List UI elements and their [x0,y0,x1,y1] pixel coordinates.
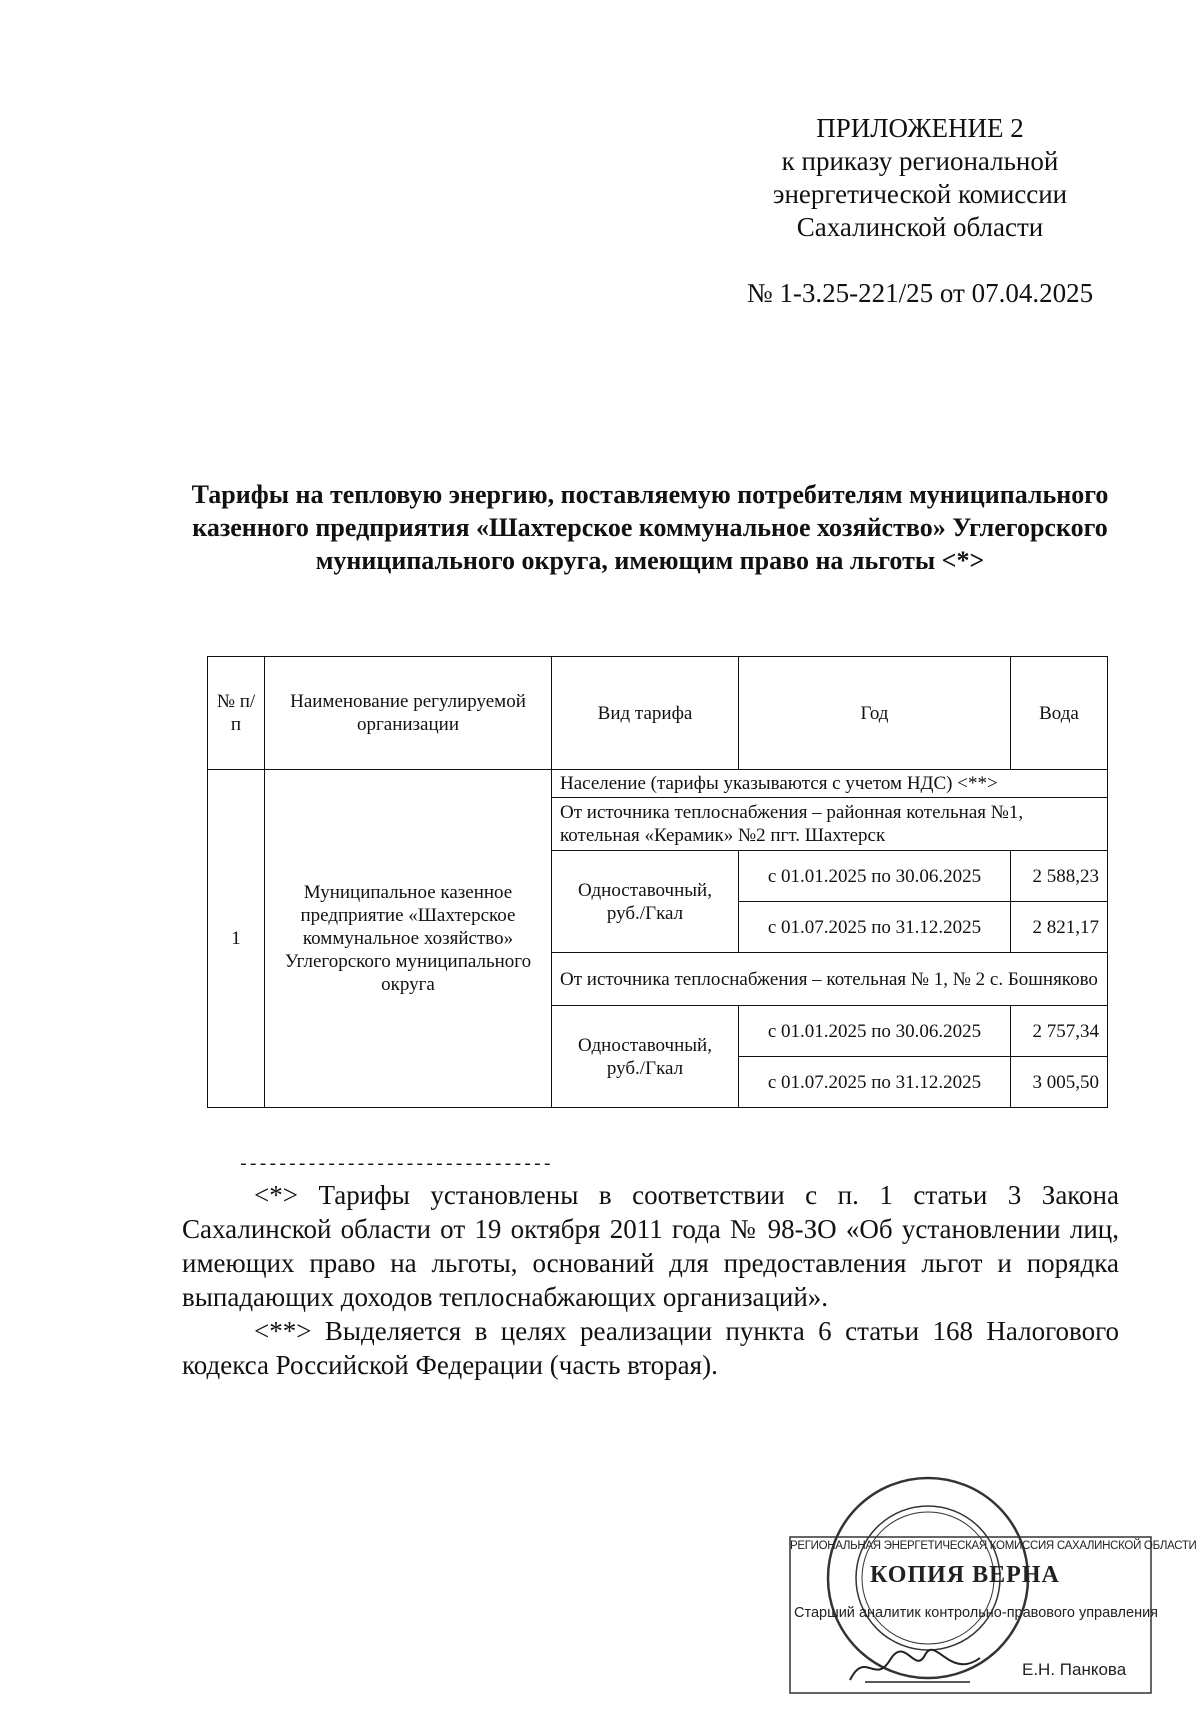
table-row [208,770,1108,798]
row-number: 1 [208,770,265,1108]
appendix-line-3: Сахалинской области [796,212,1044,242]
document-title: Тарифы на тепловую энергию, поставляемую потребителям муниципального казенного предприятия «Шахтерское коммунальное хозяйство» Углегорского муниципального округа, имеющим право на льготы <*> [191,480,1109,575]
tariff-value: 3 005,50 [1011,1057,1108,1108]
tariff-value: 2 757,34 [1011,1006,1108,1057]
stamp-copy-verified: КОПИЯ ВЕРНА [870,1562,1060,1588]
order-number: № 1-3.25-221/25 от 07.04.2025 [746,278,1094,308]
tariff-kind-2: Одноставочный, руб./Гкал [552,1006,739,1108]
stamp-signer-name: Е.Н. Панкова [1022,1660,1127,1679]
footnotes [182,1178,1119,1382]
footnote-2: <**> Выделяется в целях реализации пункта 6 статьи 168 Налогового кодекса Российской Федерации (часть вторая). [182,1316,1119,1380]
footnote-1: <*> Тарифы установлены в соответствии с п. 1 статьи 3 Закона Сахалинской области от 19 октября 2011 года № 98-ЗО «Об установлении лиц, имеющих право на льготы, оснований для предоставления льгот и порядка выпадающих доходов теплоснабжающих организаций». [182,1180,1119,1312]
header-year: Год [739,657,1011,770]
org-name: Муниципальное казенное предприятие «Шахтерское коммунальное хозяйство» Углегорского муниципального округа [265,770,552,1108]
header-water: Вода [1011,657,1108,770]
period: с 01.01.2025 по 30.06.2025 [739,1006,1011,1057]
table-header-row [208,657,1108,770]
tariff-table [207,656,1108,1108]
source-2-label: От источника теплоснабжения – котельная № 1, № 2 с. Бошняково [552,953,1108,1006]
appendix-number: ПРИЛОЖЕНИЕ 2 [816,113,1024,143]
header-kind: Вид тарифа [552,657,739,770]
population-label: Население (тарифы указываются с учетом НДС) <**> [552,770,1108,798]
stamp-position: Старший аналитик контрольно-правового управления [794,1605,1159,1621]
appendix-header [700,112,1140,244]
tariff-value: 2 588,23 [1011,851,1108,902]
tariff-value: 2 821,17 [1011,902,1108,953]
header-org: Наименование регулируемой организации [265,657,552,770]
header-no: № п/п [208,657,265,770]
signature-icon [845,1640,985,1690]
appendix-line-1: к приказу региональной [781,146,1059,176]
stamp-org: РЕГИОНАЛЬНАЯ ЭНЕРГЕТИЧЕСКАЯ КОМИССИЯ САХАЛИНСКОЙ ОБЛАСТИ [790,1540,1197,1552]
appendix-line-2: энергетической комиссии [772,179,1068,209]
source-1-label: От источника теплоснабжения – районная котельная №1, котельная «Керамик» №2 пгт. Шахтерск [552,798,1108,851]
period: с 01.07.2025 по 31.12.2025 [739,902,1011,953]
period: с 01.07.2025 по 31.12.2025 [739,1057,1011,1108]
tariff-kind-1: Одноставочный, руб./Гкал [552,851,739,953]
footnote-separator: -------------------------------- [238,1155,552,1175]
period: с 01.01.2025 по 30.06.2025 [739,851,1011,902]
